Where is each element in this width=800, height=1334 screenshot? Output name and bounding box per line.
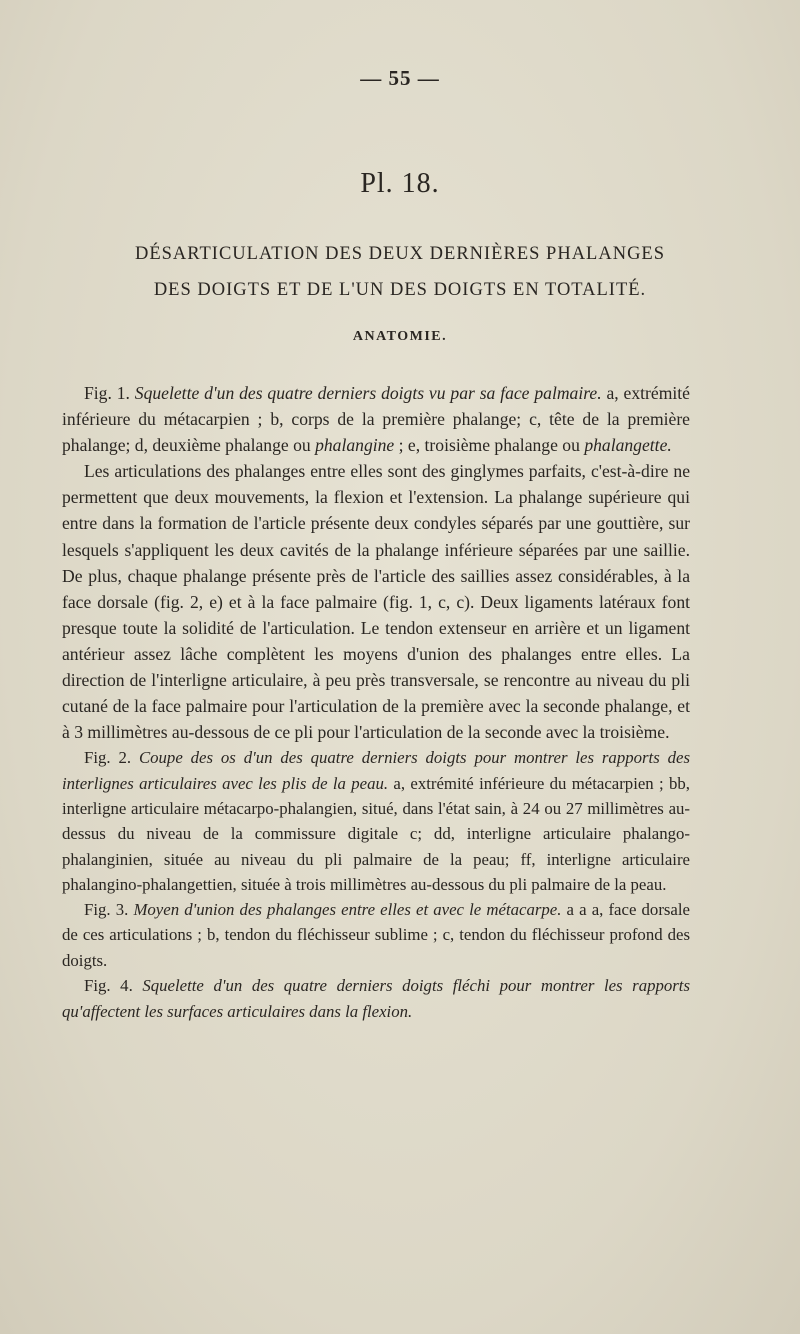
fig1-label: Fig. 1. <box>84 383 130 403</box>
fig2-label: Fig. 2. <box>84 748 132 768</box>
articulations-paragraph: Les articulations des phalanges entre elles sont des ginglymes parfaits, c'est-à-dire ne permettent que deux mouvements, la flexion et l'extension. La phalange supérieure qui entre dans la formation de l'article présente deux condyles séparés par une gouttière, sur lesquels s'appliquent les deux cavités de la phalange inférieure séparées par une saillie. De plus, chaque phalange présente près de l'article des saillies assez considérables, à la face dorsale (fig. 2, e) et à la face palmaire (fig. 1, c, c). Deux ligaments latéraux font presque toute la solidité de l'articulation. Le tendon extenseur en arrière et un ligament antérieur assez lâche complètent les moyens d'union des phalanges entre elles. La direction de l'interligne articulaire, à peu près transversale, se rencontre au niveau du pli cutané de la face palmaire pour l'articulation de la première avec la seconde phalange, et à 3 millimètres au-dessous de ce pli pour l'articulation de la seconde avec la troisième. <box>62 461 690 743</box>
fig1-text-a: a, extrémité inférieure du métacarpien ; b, corps de la première phalange; c, tête de la première phalange; d, deuxième phalange ou <box>62 383 690 456</box>
fig3-label: Fig. 3. <box>84 900 129 920</box>
fig2-text: a, extrémité inférieure du métacarpien ; bb, interligne articulaire métacarpo-phalangien, situé, dans l'état sain, à 24 ou 27 millimètres au-dessus du niveau de la commissure digitale c; dd, interligne articulaire phalango-phalanginien, située au niveau du pli palmaire de la peau; ff, interligne articulaire phalangino-phalangettien, située à trois millimètres au-dessous du pli palmaire de la peau. <box>62 773 690 894</box>
body-text <box>62 380 690 1025</box>
fig2-caption: Coupe des os d'un des quatre derniers doigts pour montrer les rapports des interlignes articulaires avec les plis de la peau. <box>62 748 690 793</box>
section-heading: ANATOMIE. <box>352 329 448 344</box>
fig1-phalangette: phalangette. <box>584 435 672 456</box>
chapter-title-line-2: DES DOIGTS ET DE L'UN DES DOIGTS EN TOTALITÉ. <box>153 280 647 300</box>
chapter-title <box>0 236 800 308</box>
fig1-caption: Squelette d'un des quatre derniers doigts vu par sa face palmaire. <box>134 383 602 403</box>
fig4-caption: Squelette d'un des quatre derniers doigts fléchi pour montrer les rapports qu'affectent les surfaces articulaires dans la flexion. <box>62 975 690 1021</box>
fig4-label: Fig. 4. <box>84 975 133 995</box>
fig2-paragraph <box>62 745 690 897</box>
page-number-header: — 55 — <box>360 66 440 90</box>
fig3-paragraph <box>62 897 690 973</box>
fig3-text: a a a, face dorsale de ces articulations ; b, tendon du fléchisseur sublime ; c, tendon du fléchisseur profond des doigts. <box>62 900 690 970</box>
plate-heading: Pl. 18. <box>360 168 440 199</box>
chapter-title-line-1: DÉSARTICULATION DES DEUX DERNIÈRES PHALANGES <box>134 244 666 264</box>
fig1-phalangine: phalangine <box>315 435 395 456</box>
fig4-paragraph <box>62 973 690 1025</box>
fig1-text-b: ; e, troisième phalange ou <box>394 435 585 456</box>
fig1-paragraph <box>62 380 690 458</box>
fig3-caption: Moyen d'union des phalanges entre elles et avec le métacarpe. <box>133 900 562 920</box>
